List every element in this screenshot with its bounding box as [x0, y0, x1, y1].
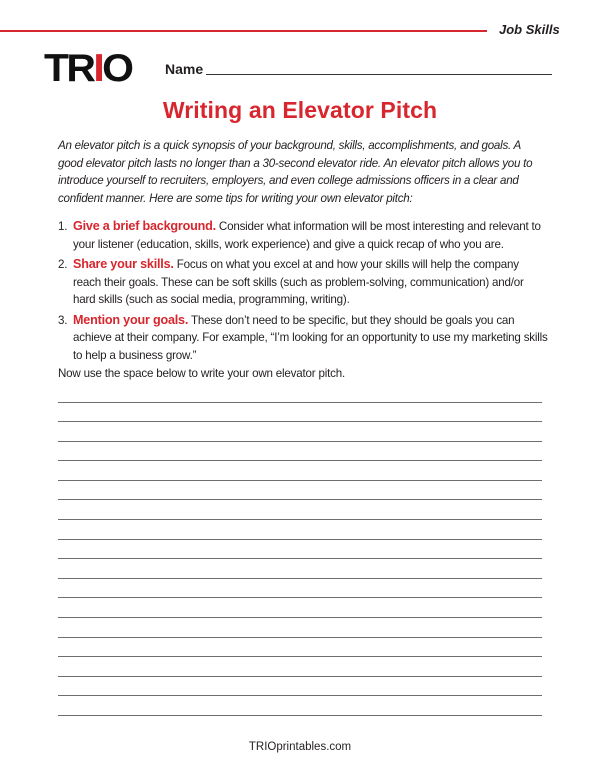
writing-line[interactable] — [58, 657, 542, 677]
tip-body: Focus on what you excel at and how your skills will help the company reach their goals. These can be soft skills (such as problem-solving, communication) and/or hard skills (such as social media, programming, writing). — [73, 258, 524, 306]
tip-body: Consider what information will be most interesting and relevant to your listener (education, skills, work experience) and give a quick recap of who you are. — [73, 220, 541, 251]
logo-part-o: O — [102, 47, 132, 90]
tip-heading: Give a brief background. — [73, 219, 216, 233]
trio-logo — [44, 49, 131, 89]
writing-line[interactable] — [58, 579, 542, 599]
header-rule — [0, 30, 487, 32]
footer-url: TRIOprintables.com — [248, 741, 352, 753]
writing-line[interactable] — [58, 422, 542, 442]
name-field-line[interactable] — [206, 74, 552, 75]
writing-line[interactable] — [58, 500, 542, 520]
tip-number: 2. — [58, 258, 68, 271]
writing-line[interactable] — [58, 461, 542, 481]
category-label: Job Skills — [499, 22, 560, 37]
writing-line[interactable] — [58, 598, 542, 618]
tip-heading: Share your skills. — [73, 257, 174, 271]
writing-line[interactable] — [58, 677, 542, 697]
writing-line[interactable] — [58, 520, 542, 540]
writing-lines — [58, 401, 542, 716]
name-label: Name — [165, 61, 204, 77]
page-title: Writing an Elevator Pitch — [162, 97, 438, 123]
tip-number: 1. — [58, 220, 68, 233]
writing-prompt: Now use the space below to write your own elevator pitch. — [58, 367, 345, 380]
writing-line[interactable] — [58, 696, 542, 716]
tip-number: 3. — [58, 313, 68, 327]
writing-line[interactable] — [58, 442, 542, 462]
tip-body: These don’t need to be specific, but they should be goals you can achieve at their company. For example, “I’m looking for an opportunity to use my marketing skills to help a business grow.” — [73, 313, 548, 362]
writing-line[interactable] — [58, 540, 542, 560]
tip-item — [58, 218, 548, 253]
tip-heading: Mention your goals. — [73, 312, 189, 327]
logo-part-i: I — [93, 47, 103, 90]
writing-line[interactable] — [58, 559, 542, 579]
tip-item — [58, 256, 548, 309]
writing-line[interactable] — [58, 618, 542, 638]
writing-line[interactable] — [58, 481, 542, 501]
writing-line[interactable] — [58, 403, 542, 423]
writing-line[interactable] — [58, 638, 542, 658]
logo-part-tr: TR — [44, 47, 94, 90]
intro-paragraph: An elevator pitch is a quick synopsis of your background, skills, accomplishments, and goals. A good elevator pitch lasts no longer than a 30-second elevator ride. An elevator pitch allows you to introduce yourself to recruiters, employers, and even college admissions officers in a clear and confident manner. Here are some tips for writing your own elevator pitch: — [58, 139, 533, 205]
tips-list — [58, 218, 548, 367]
tip-item — [58, 312, 548, 365]
